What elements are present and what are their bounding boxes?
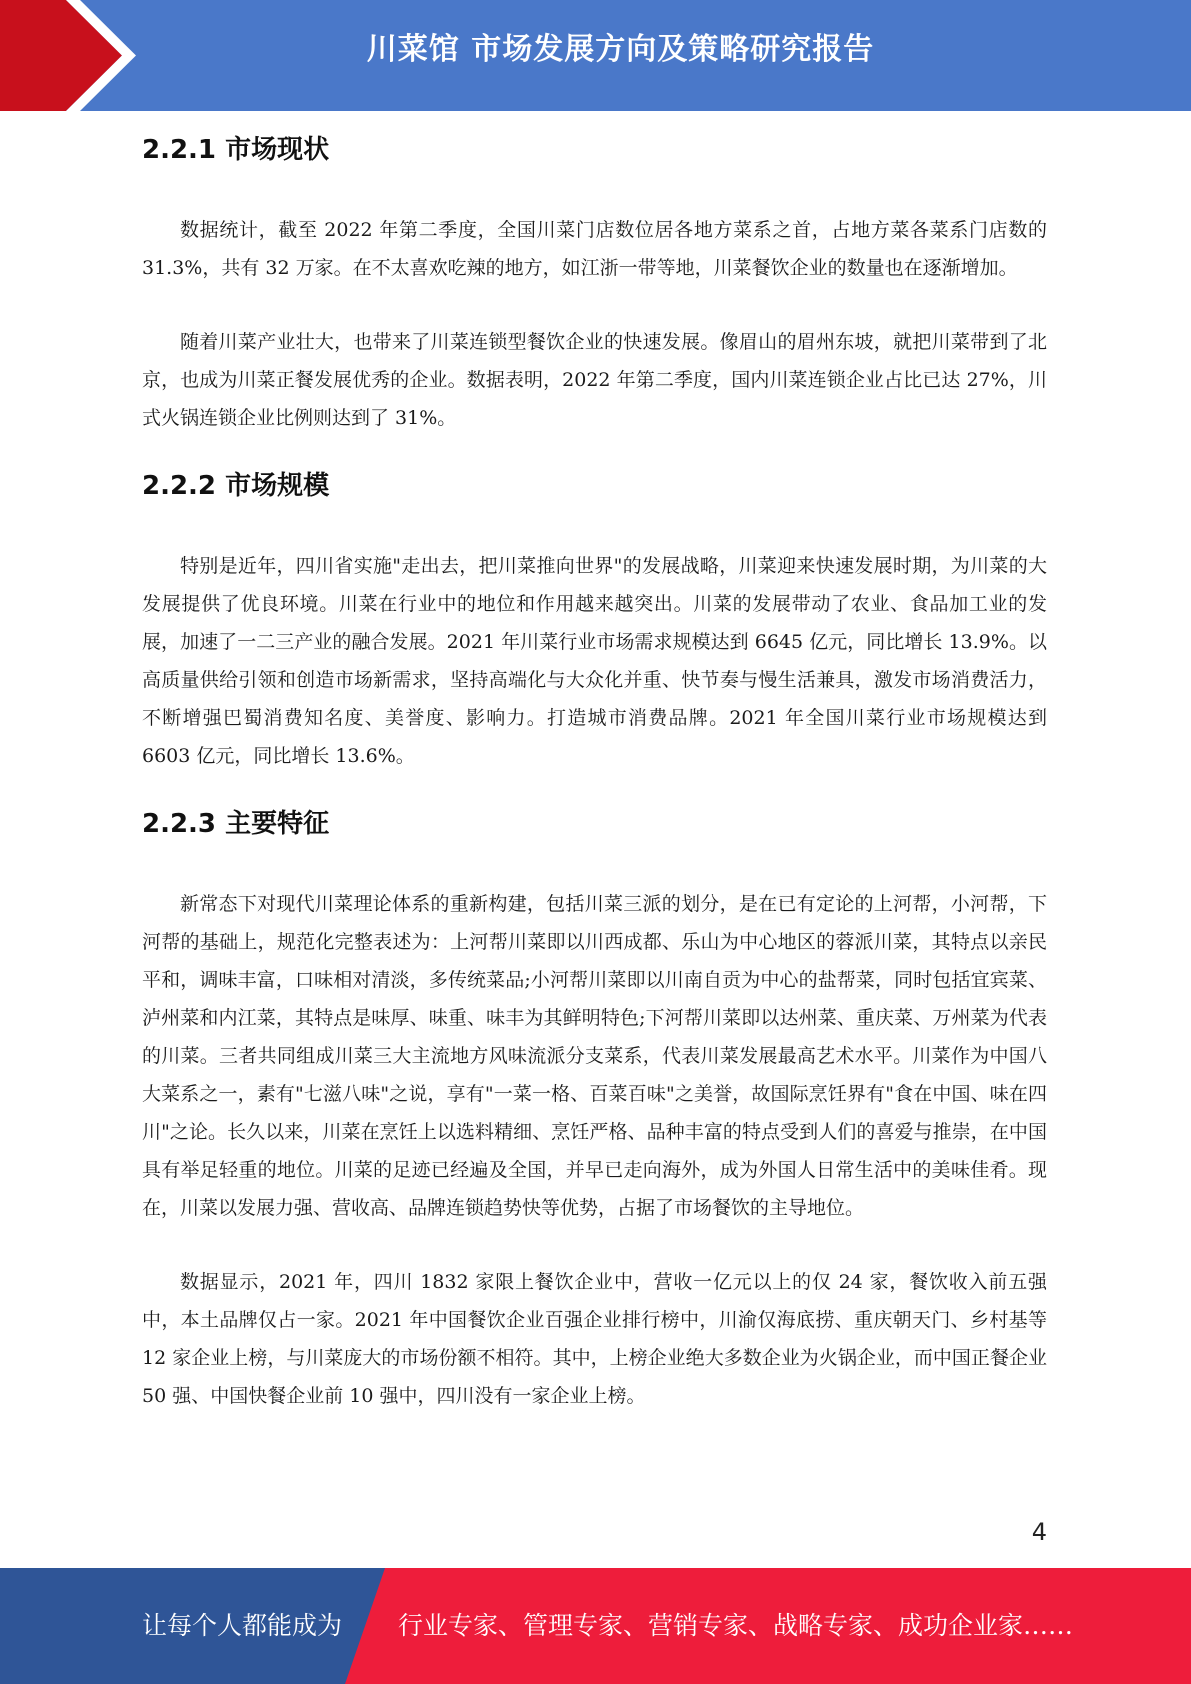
header-banner: [0, 0, 1191, 111]
paragraph: 特别是近年，四川省实施"走出去，把川菜推向世界"的发展战略，川菜迎来快速发展时期，为川菜的大发展提供了优良环境。川菜在行业中的地位和作用越来越突出。川菜的发展带动了农业、食品加工业的发展，加速了一二三产业的融合发展。2021 年川菜行业市场需求规模达到 6645 亿元，同比增长 13.9%。以高质量供给引领和创造市场新需求，坚持高端化与大众化并重、快节奏与慢生活兼具，激发市场消费活力，不断增强巴蜀消费知名度、美誉度、影响力。打造城市消费品牌。2021 年全国川菜行业市场规模达到 6603 亿元，同比增长 13.6%。: [142, 555, 1047, 767]
paragraph: 随着川菜产业壮大，也带来了川菜连锁型餐饮企业的快速发展。像眉山的眉州东坡，就把川菜带到了北京，也成为川菜正餐发展优秀的企业。数据表明，2022 年第二季度，国内川菜连锁企业占比已达 27%，川式火锅连锁企业比例则达到了 31%。: [142, 331, 1047, 429]
footer-banner: [0, 1568, 1191, 1684]
section-heading-2-2-2: 2.2.2 市场规模: [142, 471, 330, 501]
page-number: 4: [1031, 1518, 1047, 1546]
footer-slogan-right: 行业专家、管理专家、营销专家、战略专家、成功企业家……: [398, 1611, 1074, 1640]
report-title: 川菜馆 市场发展方向及策略研究报告: [366, 32, 875, 67]
footer-slogan-left: 让每个人都能成为: [142, 1611, 343, 1640]
page-content: [142, 125, 1047, 1415]
paragraph: 数据显示，2021 年，四川 1832 家限上餐饮企业中，营收一亿元以上的仅 24 家，餐饮收入前五强中，本土品牌仅占一家。2021 年中国餐饮企业百强企业排行榜中，川渝仅海底捞、重庆朝天门、乡村基等 12 家企业上榜，与川菜庞大的市场份额不相符。其中，上榜企业绝大多数企业为火锅企业，而中国正餐企业 50 强、中国快餐企业前 10 强中，四川没有一家企业上榜。: [142, 1271, 1047, 1407]
section-heading-2-2-1: 2.2.1 市场现状: [142, 135, 330, 165]
paragraph: 新常态下对现代川菜理论体系的重新构建，包括川菜三派的划分，是在已有定论的上河帮，小河帮，下河帮的基础上，规范化完整表述为：上河帮川菜即以川西成都、乐山为中心地区的蓉派川菜，其特点以亲民平和，调味丰富，口味相对清淡，多传统菜品;小河帮川菜即以川南自贡为中心的盐帮菜，同时包括宜宾菜、泸州菜和内江菜，其特点是味厚、味重、味丰为其鲜明特色;下河帮川菜即以达州菜、重庆菜、万州菜为代表的川菜。三者共同组成川菜三大主流地方风味流派分支菜系，代表川菜发展最高艺术水平。川菜作为中国八大菜系之一，素有"七滋八味"之说，享有"一菜一格、百菜百味"之美誉，故国际烹饪界有"食在中国、味在四川"之论。长久以来，川菜在烹饪上以选料精细、烹饪严格、品种丰富的特点受到人们的喜爱与推崇，在中国具有举足轻重的地位。川菜的足迹已经遍及全国，并早已走向海外，成为外国人日常生活中的美味佳肴。现在，川菜以发展力强、营收高、品牌连锁趋势快等优势，占据了市场餐饮的主导地位。: [142, 893, 1047, 1219]
paragraph: 数据统计，截至 2022 年第二季度，全国川菜门店数位居各地方菜系之首，占地方菜各菜系门店数的 31.3%，共有 32 万家。在不太喜欢吃辣的地方，如江浙一带等地，川菜餐饮企业的数量也在逐渐增加。: [142, 219, 1047, 279]
section-heading-2-2-3: 2.2.3 主要特征: [142, 809, 330, 839]
